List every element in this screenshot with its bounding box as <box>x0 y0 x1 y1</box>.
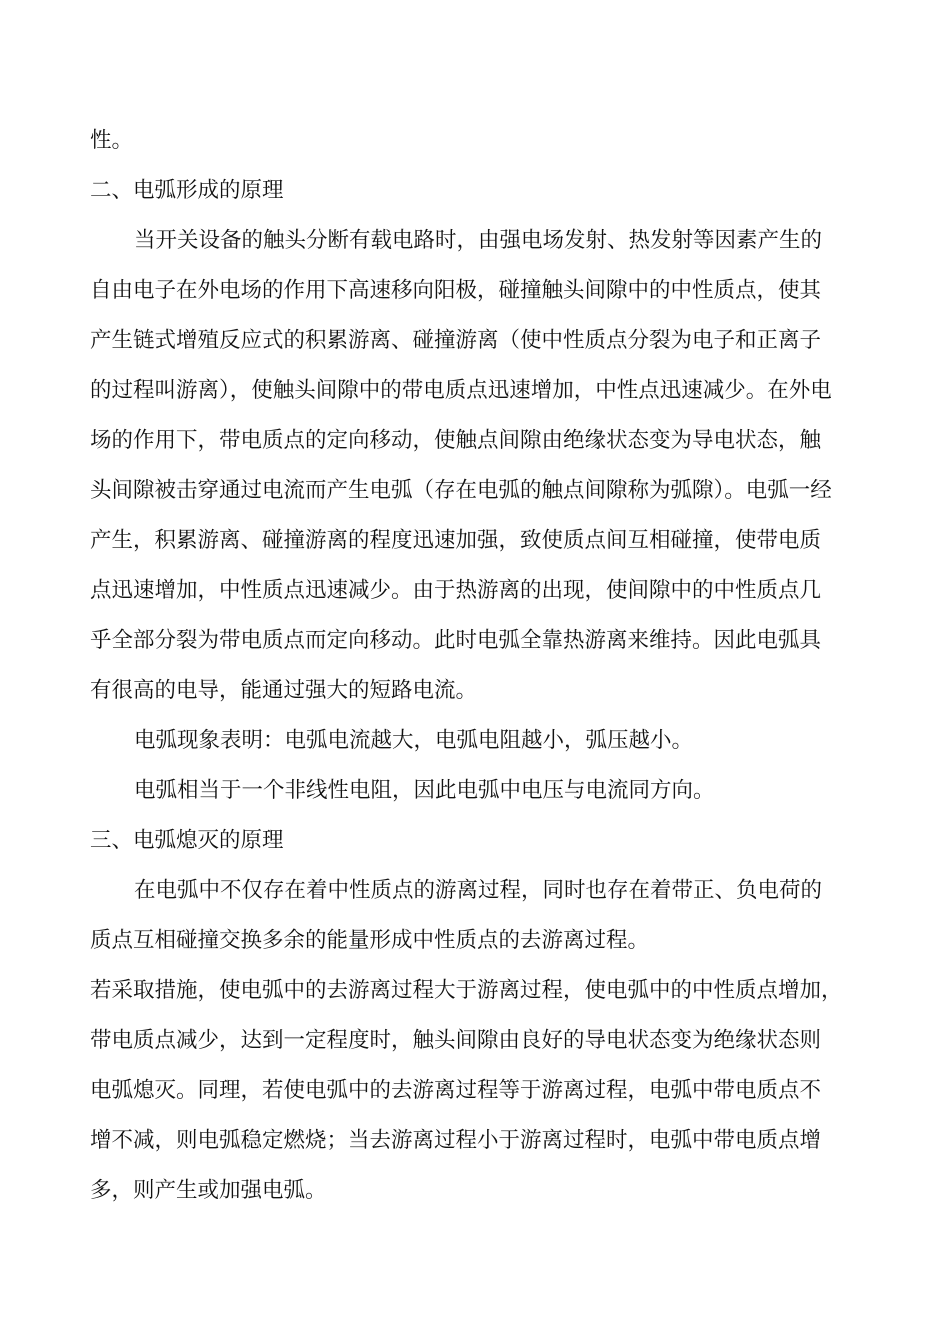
paragraph-line: 产生链式增殖反应式的积累游离、碰撞游离（使中性质点分裂为电子和正离子 <box>90 328 822 353</box>
paragraph-line: 当开关设备的触头分断有载电路时，由强电场发射、热发射等因素产生的 <box>134 228 823 253</box>
section-heading-arc-formation: 二、电弧形成的原理 <box>90 178 284 203</box>
paragraph-line: 多，则产生或加强电弧。 <box>90 1178 327 1203</box>
paragraph-line: 质点互相碰撞交换多余的能量形成中性质点的去游离过程。 <box>90 928 650 953</box>
paragraph-line: 自由电子在外电场的作用下高速移向阳极，碰撞触头间隙中的中性质点，使其 <box>90 278 822 303</box>
paragraph-line: 有很高的电导，能通过强大的短路电流。 <box>90 678 478 703</box>
paragraph-line: 在电弧中不仅存在着中性质点的游离过程，同时也存在着带正、负电荷的 <box>134 878 823 903</box>
section-heading-arc-extinction: 三、电弧熄灭的原理 <box>90 828 284 853</box>
paragraph-line: 头间隙被击穿通过电流而产生电弧（存在电弧的触点间隙称为弧隙）。电弧一经 <box>90 478 832 503</box>
paragraph-line: 电弧现象表明：电弧电流越大，电弧电阻越小，弧压越小。 <box>134 728 694 753</box>
paragraph-line: 增不减，则电弧稳定燃烧；当去游离过程小于游离过程时，电弧中带电质点增 <box>90 1128 822 1153</box>
paragraph-line: 产生，积累游离、碰撞游离的程度迅速加强，致使质点间互相碰撞，使带电质 <box>90 528 822 553</box>
paragraph-line: 的过程叫游离），使触头间隙中的带电质点迅速增加，中性点迅速减少。在外电 <box>90 378 832 403</box>
paragraph-line: 点迅速增加，中性质点迅速减少。由于热游离的出现，使间隙中的中性质点几 <box>90 578 822 603</box>
paragraph-line: 若采取措施，使电弧中的去游离过程大于游离过程，使电弧中的中性质点增加， <box>90 978 843 1003</box>
paragraph-line: 场的作用下，带电质点的定向移动，使触点间隙由绝缘状态变为导电状态，触 <box>90 428 822 453</box>
paragraph-line: 电弧相当于一个非线性电阻，因此电弧中电压与电流同方向。 <box>134 778 715 803</box>
paragraph-continuation: 性。 <box>90 128 134 153</box>
paragraph-line: 电弧熄灭。同理，若使电弧中的去游离过程等于游离过程，电弧中带电质点不 <box>90 1078 822 1103</box>
paragraph-line: 乎全部分裂为带电质点而定向移动。此时电弧全靠热游离来维持。因此电弧具 <box>90 628 822 653</box>
paragraph-line: 带电质点减少，达到一定程度时，触头间隙由良好的导电状态变为绝缘状态则 <box>90 1028 822 1053</box>
